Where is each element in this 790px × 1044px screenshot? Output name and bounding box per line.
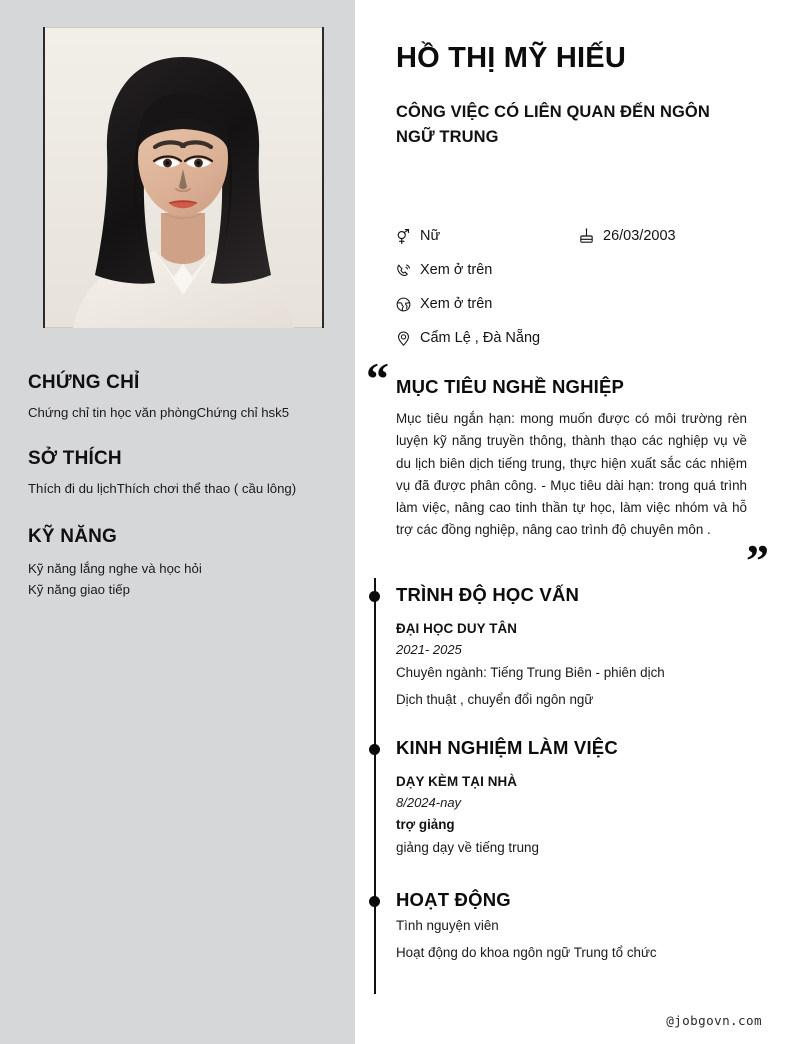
section-activities <box>396 889 751 964</box>
contact-phone-value: Xem ở trên <box>420 261 493 278</box>
contact-website[interactable] <box>394 295 492 314</box>
contact-row <box>394 321 774 355</box>
sidebar-heading-hobbies: SỞ THÍCH <box>28 448 122 469</box>
activity-detail: Hoạt động do khoa ngôn ngữ Trung tổ chức <box>396 944 657 960</box>
phone-icon <box>394 261 413 280</box>
contact-row <box>394 287 774 321</box>
watermark: @jobgovn.com <box>666 1013 762 1028</box>
quote-open-icon: “ <box>366 353 389 404</box>
activity-detail: Tình nguyện viên <box>396 918 499 934</box>
contact-gender <box>394 227 440 246</box>
timeline-dot-experience <box>369 744 380 755</box>
section-education <box>396 584 751 711</box>
contact-birthday <box>577 227 676 246</box>
globe-icon <box>394 295 413 314</box>
education-detail: Dịch thuật , chuyển đổi ngôn ngữ <box>396 691 594 707</box>
job-title: CÔNG VIỆC CÓ LIÊN QUAN ĐẾN NGÔN NGỮ TRUNG <box>396 103 710 147</box>
contact-row <box>394 219 774 253</box>
sidebar-section-hobbies <box>28 448 338 499</box>
section-heading-activities: HOẠT ĐỘNG <box>396 889 511 910</box>
page-title: HỒ THỊ MỸ HIẾU <box>396 42 626 74</box>
birthday-cake-icon <box>577 227 596 246</box>
sidebar-skill-item: Kỹ năng lắng nghe và học hỏi <box>28 560 202 576</box>
contact-address <box>394 329 540 348</box>
contact-phone[interactable] <box>394 261 492 280</box>
experience-role: trợ giảng <box>396 817 455 833</box>
section-experience <box>396 737 751 859</box>
experience-detail: giảng dạy về tiếng trung <box>396 840 539 856</box>
section-heading-education: TRÌNH ĐỘ HỌC VẤN <box>396 584 580 605</box>
quote-close-icon: ” <box>746 535 769 586</box>
sidebar-section-certificates <box>28 372 338 423</box>
contact-row <box>394 253 774 287</box>
section-heading-objective: MỤC TIÊU NGHỀ NGHIỆP <box>396 376 625 397</box>
contact-birthday-value: 26/03/2003 <box>603 227 676 244</box>
contact-info <box>394 219 774 355</box>
sidebar-section-skills <box>28 526 338 601</box>
sidebar-heading-certificates: CHỨNG CHỈ <box>28 372 140 393</box>
profile-photo-image <box>45 27 322 328</box>
timeline-dot-activities <box>369 896 380 907</box>
education-date: 2021- 2025 <box>396 642 462 658</box>
sidebar-body-hobbies: Thích đi du lịchThích chơi thể thao ( cầu lông) <box>28 480 297 496</box>
sidebar-heading-skills: KỸ NĂNG <box>28 526 118 547</box>
timeline-dot-education <box>369 591 380 602</box>
contact-gender-value: Nữ <box>420 227 441 244</box>
contact-address-value: Cẩm Lệ , Đà Nẵng <box>420 329 541 346</box>
timeline-line <box>374 578 376 994</box>
gender-icon <box>394 227 413 246</box>
experience-date: 8/2024-nay <box>396 795 462 811</box>
education-organization: ĐẠI HỌC DUY TÂN <box>396 621 518 637</box>
sidebar <box>0 0 355 1044</box>
location-pin-icon <box>394 329 413 348</box>
main-column <box>355 0 790 1044</box>
sidebar-skill-item: Kỹ năng giao tiếp <box>28 582 130 598</box>
sidebar-body-certificates: Chứng chỉ tin học văn phòngChứng chỉ hsk5 <box>28 404 290 420</box>
section-heading-experience: KINH NGHIỆM LÀM VIỆC <box>396 737 618 758</box>
contact-website-value: Xem ở trên <box>420 295 493 312</box>
section-body-objective: Mục tiêu ngắn hạn: mong muốn được có môi trường rèn luyện kỹ năng truyền thông, thành thạo các nghiệp vụ về du lịch biên dịch tiếng trung, thực hiện xuất sắc các nhiệm vụ đã được phân công. - Mục tiêu dài hạn: trong quá trình làm việc, nâng cao tinh thần tự học, làm việc nhóm và hỗ trợ các đồng nghiệp, nâng cao trình độ chuyên môn . <box>396 411 747 538</box>
profile-photo <box>43 27 324 328</box>
education-detail: Chuyên ngành: Tiếng Trung Biên - phiên dịch <box>396 665 665 681</box>
experience-organization: DẠY KÈM TẠI NHÀ <box>396 774 518 790</box>
